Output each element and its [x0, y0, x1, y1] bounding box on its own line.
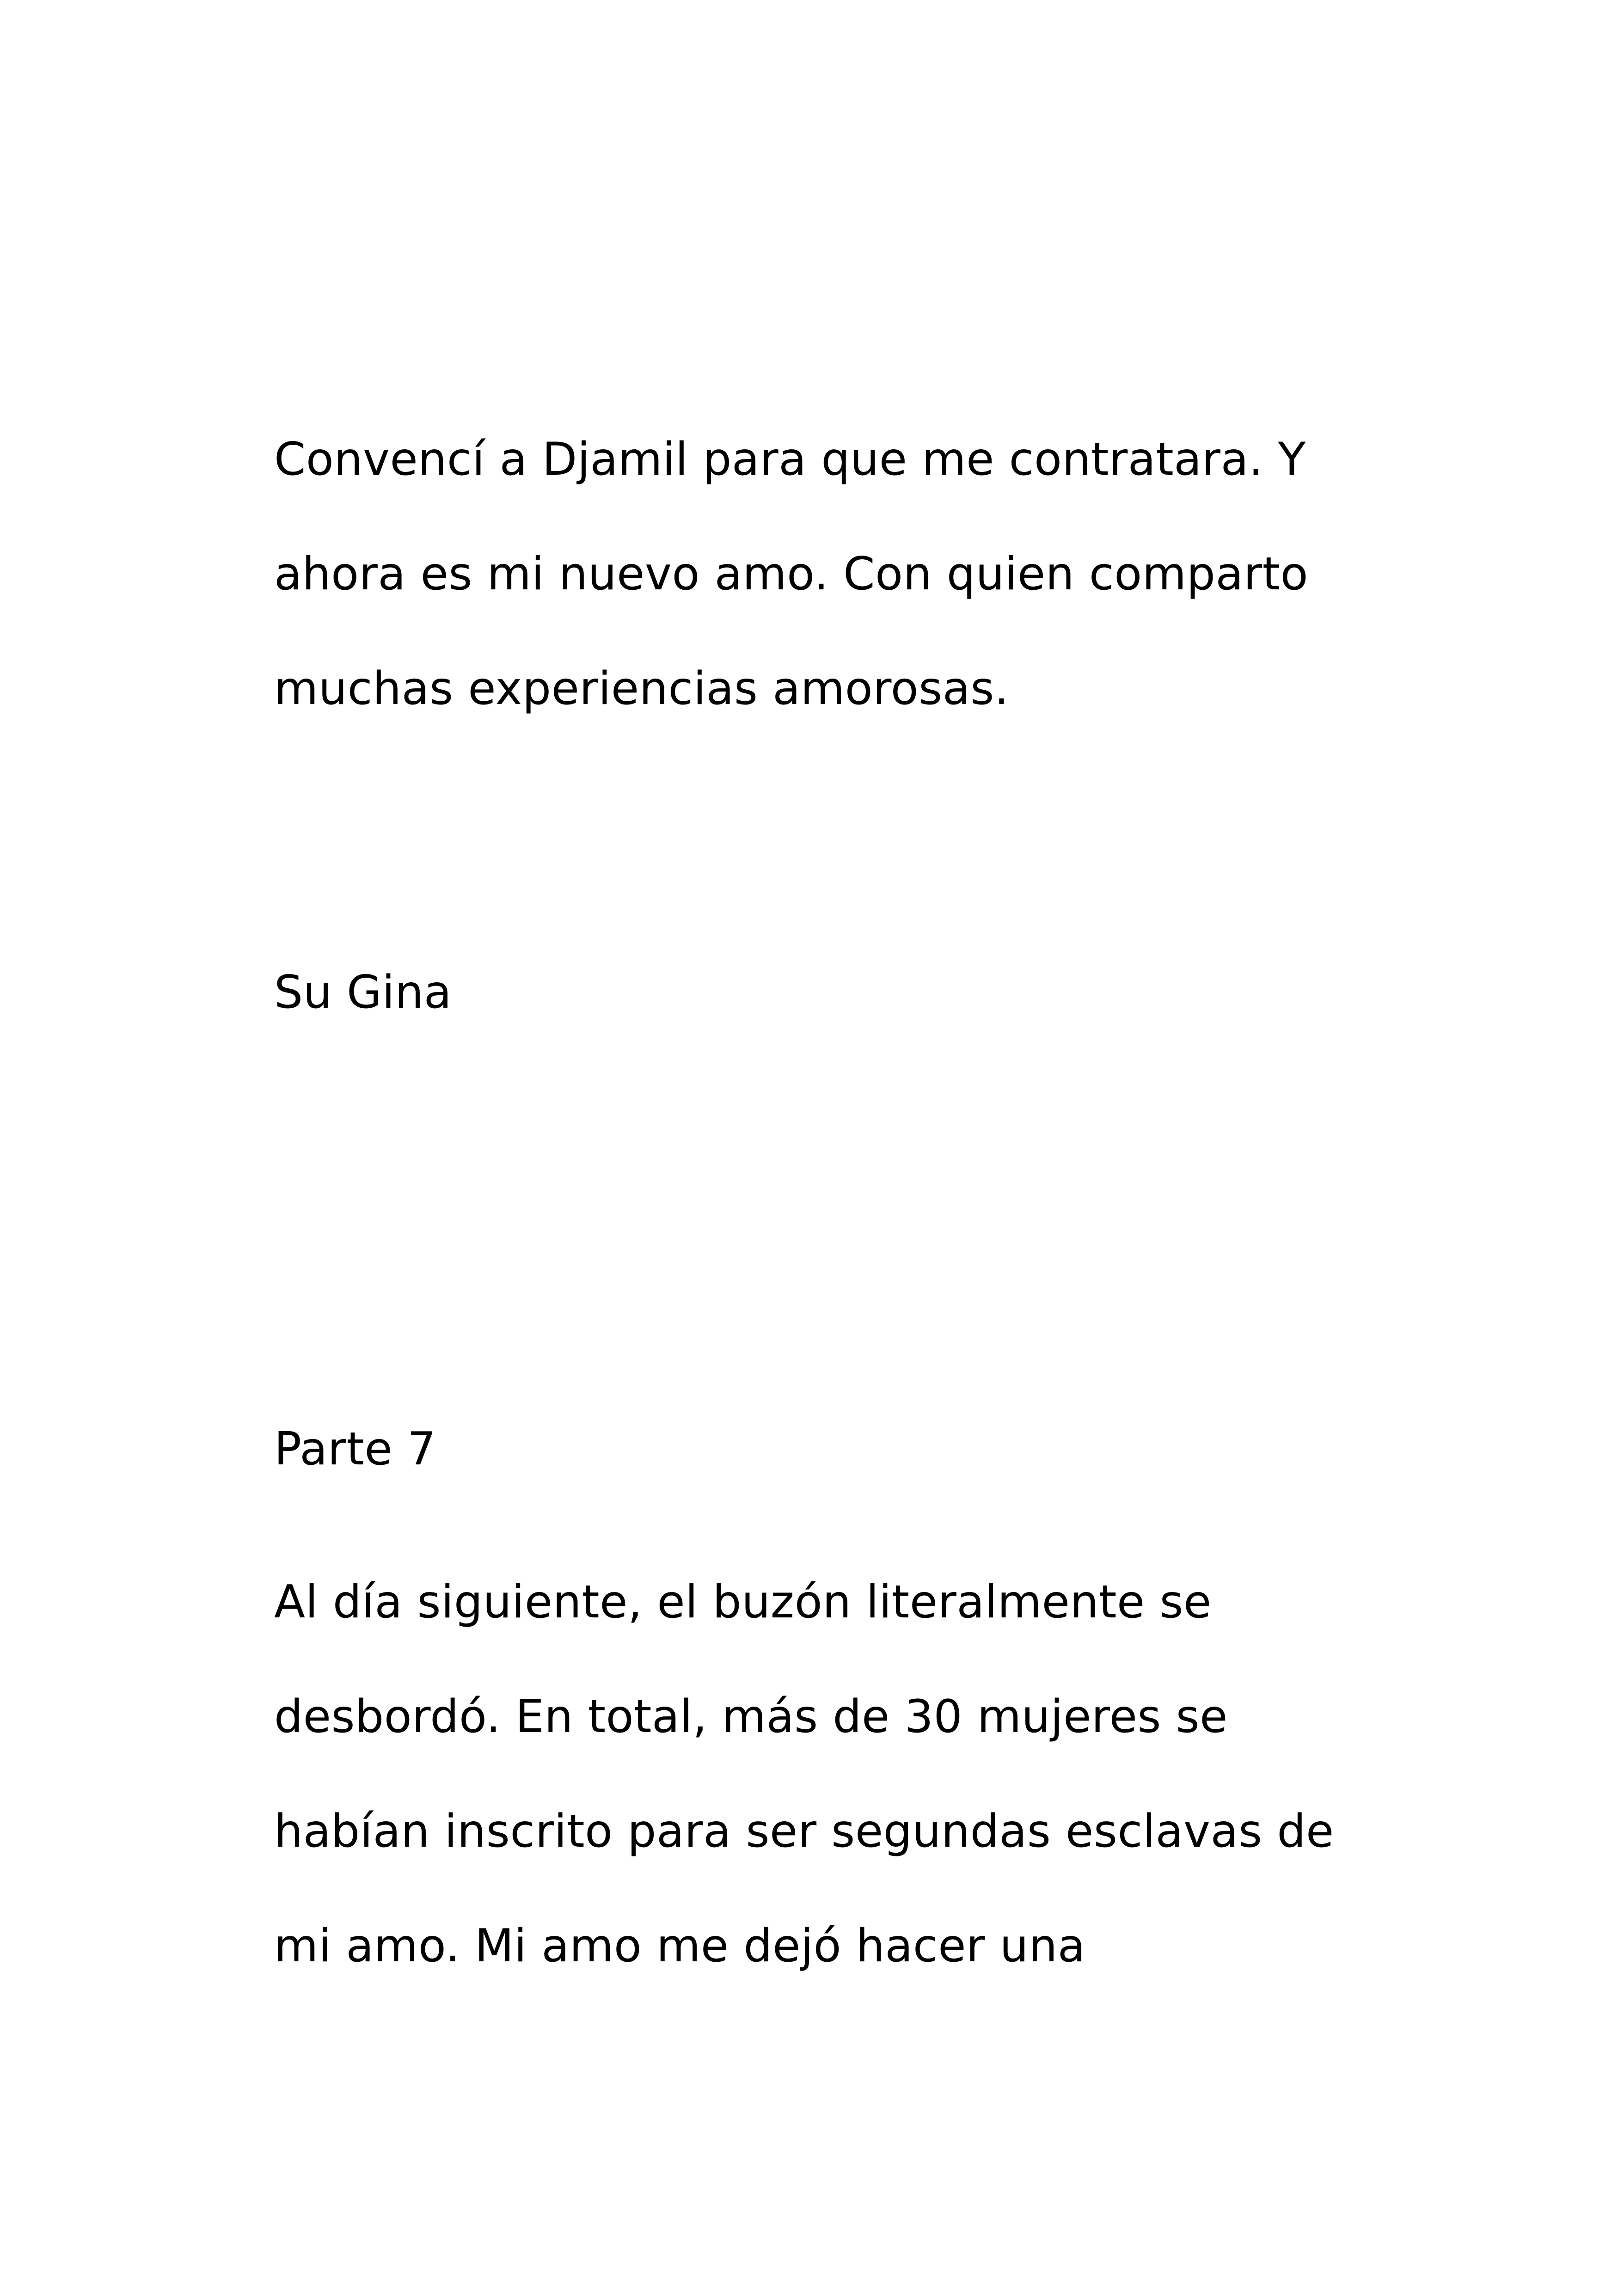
paragraph-2-line-2: desbordó. En total, más de 30 mujeres se — [274, 1690, 1228, 1743]
signature: Su Gina — [274, 966, 452, 1019]
paragraph-1-line-2: ahora es mi nuevo amo. Con quien comparto — [274, 548, 1309, 600]
paragraph-1-line-1: Convencí a Djamil para que me contratara. Y — [274, 433, 1306, 486]
paragraph-2-line-1: Al día siguiente, el buzón literalmente se — [274, 1576, 1212, 1629]
paragraph-1-line-3: muchas experiencias amorosas. — [274, 662, 1009, 715]
paragraph-2-line-3: habían inscrito para ser segundas esclavas de — [274, 1805, 1334, 1858]
paragraph-2-line-4: mi amo. Mi amo me dejó hacer una — [274, 1920, 1086, 1972]
chapter-heading: Parte 7 — [274, 1423, 436, 1476]
